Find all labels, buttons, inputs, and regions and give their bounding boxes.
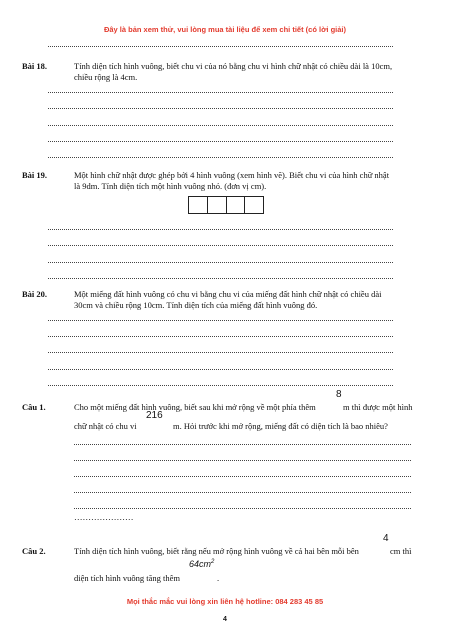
answer-line [74, 475, 411, 477]
answer-line [48, 140, 393, 142]
answer-line [48, 45, 393, 47]
hotline-footer: Mọi thắc mắc vui lòng xin liên hệ hotline: 084 283 45 85 [126, 597, 324, 606]
page-number: 4 [223, 616, 227, 623]
four-squares-figure [188, 196, 264, 214]
answer-line [48, 228, 393, 230]
answer-line [48, 124, 393, 126]
question-2-line-1-end: cm thì [390, 546, 412, 556]
preview-banner: Đây là bản xem thử, vui lòng mua tài liệu để xem chi tiết (có lời giải) [103, 25, 347, 34]
problem-20-line-2: 30cm và chiều rộng 10cm. Tính diện tích của miếng đất hình vuông đó. [74, 300, 318, 310]
question-1-line-1-end: m thì được một hình [343, 402, 413, 412]
answer-line [48, 156, 393, 158]
square-cell [244, 196, 264, 214]
question-label-1: Câu 1. [22, 402, 46, 412]
area-exponent: 2 [211, 559, 215, 565]
problem-18-line-1: Tính diện tích hình vuông, biết chu vi của nó bằng chu vi hình chữ nhật có chiều dài là 10cm, [74, 61, 393, 71]
problem-19-line-2: là 9dm. Tính diện tích một hình vuông nhỏ. (đơn vị cm). [74, 181, 267, 191]
square-cell [226, 196, 246, 214]
question-2-line-1: Tính diện tích hình vuông, biết rằng nếu mở rộng hình vuông về cả hai bên mỗi bên [74, 546, 359, 556]
problem-label-20: Bài 20. [22, 289, 48, 299]
problem-20-line-1: Một miếng đất hình vuông có chu vi bằng chu vi của miếng đất hình chữ nhật có chiều dài [74, 289, 382, 299]
square-cell [207, 196, 227, 214]
equation-8: 8 [336, 389, 342, 400]
question-1-tail-dots: ………………… [74, 512, 134, 522]
question-2-line-2: diện tích hình vuông tăng thêm [74, 573, 180, 583]
equation-216: 216 [146, 410, 163, 421]
answer-line [74, 443, 411, 445]
answer-line [48, 384, 393, 386]
answer-line [48, 107, 393, 109]
equation-64cm2 [189, 559, 214, 569]
question-label-2: Câu 2. [22, 546, 46, 556]
question-1-line-2-start: chữ nhật có chu vi [74, 421, 137, 431]
answer-line [48, 91, 393, 93]
question-1-line-1: Cho một miếng đất hình vuông, biết sau khi mở rộng về một phía thêm [74, 402, 316, 412]
answer-line [48, 244, 393, 246]
answer-line [48, 261, 393, 263]
equation-4: 4 [383, 533, 389, 544]
square-cell [188, 196, 208, 214]
problem-label-19: Bài 19. [22, 170, 48, 180]
area-value: 64cm [189, 559, 212, 569]
answer-line [48, 319, 393, 321]
answer-line [48, 351, 393, 353]
question-2-line-2-end: . [217, 573, 220, 583]
answer-line [48, 335, 393, 337]
answer-line [48, 368, 393, 370]
answer-line [74, 507, 411, 509]
question-1-line-2-end: m. Hỏi trước khi mở rộng, miếng đất có diện tích là bao nhiêu? [173, 421, 388, 431]
problem-19-line-1: Một hình chữ nhật được ghép bởi 4 hình vuông (xem hình vẽ). Biết chu vi của hình chữ nhật [74, 170, 390, 180]
problem-18-line-2: chiều rộng là 4cm. [74, 72, 138, 82]
answer-line [74, 491, 411, 493]
answer-line [48, 277, 393, 279]
problem-label-18: Bài 18. [22, 61, 48, 71]
answer-line [74, 459, 411, 461]
